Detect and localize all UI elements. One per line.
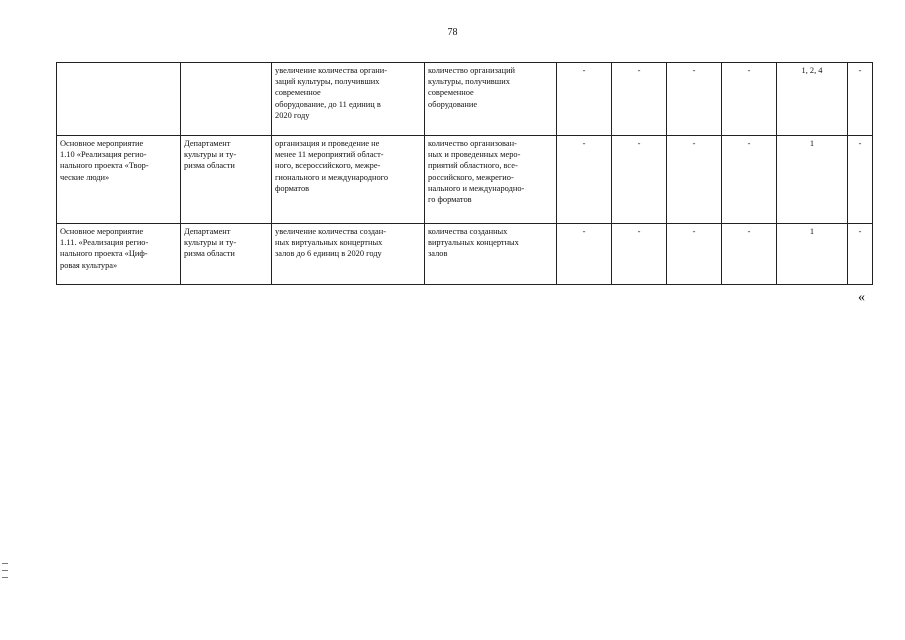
event-cell: Основное мероприятие 1.11. «Реализация регио- нального проекта «Циф- ровая культура»	[57, 224, 181, 285]
value-cell: -	[557, 63, 612, 136]
table-row	[57, 63, 873, 136]
page-number: 78	[447, 27, 458, 38]
value-cell: -	[848, 224, 873, 285]
reference-cell: 1	[777, 136, 848, 224]
value-cell: -	[612, 63, 667, 136]
executor-cell	[181, 63, 272, 136]
value-cell: -	[722, 63, 777, 136]
closing-quote-mark: «	[858, 290, 865, 305]
executor-cell: Департамент культуры и ту- ризма области	[181, 136, 272, 224]
value-cell: -	[612, 136, 667, 224]
executor-cell: Департамент культуры и ту- ризма области	[181, 224, 272, 285]
value-cell: -	[667, 136, 722, 224]
reference-cell: 1, 2, 4	[777, 63, 848, 136]
result-cell: увеличение количества создан- ных виртуальных концертных залов до 6 единиц в 2020 году	[272, 224, 425, 285]
result-cell: увеличение количества органи- заций культуры, получивших современное оборудование, до 11 единиц в 2020 году	[272, 63, 425, 136]
result-cell: организация и проведение не менее 11 мероприятий област- ного, всероссийского, межре- гионального и международного форматов	[272, 136, 425, 224]
margin-tick-marks	[2, 563, 8, 584]
reference-cell: 1	[777, 224, 848, 285]
value-cell: -	[848, 136, 873, 224]
value-cell: -	[557, 224, 612, 285]
event-cell	[57, 63, 181, 136]
value-cell: -	[667, 63, 722, 136]
value-cell: -	[848, 63, 873, 136]
table-row	[57, 136, 873, 224]
indicator-cell: количество организован- ных и проведенных меро- приятий областного, все- российского, межрегио- нального и международно- го форматов	[425, 136, 557, 224]
value-cell: -	[557, 136, 612, 224]
value-cell: -	[667, 224, 722, 285]
value-cell: -	[612, 224, 667, 285]
value-cell: -	[722, 224, 777, 285]
program-events-table	[56, 62, 873, 285]
table-row	[57, 224, 873, 285]
value-cell: -	[722, 136, 777, 224]
indicator-cell: количества созданных виртуальных концертных залов	[425, 224, 557, 285]
indicator-cell: количество организаций культуры, получивших современное оборудование	[425, 63, 557, 136]
event-cell: Основное мероприятие 1.10 «Реализация регио- нального проекта «Твор- ческие люди»	[57, 136, 181, 224]
